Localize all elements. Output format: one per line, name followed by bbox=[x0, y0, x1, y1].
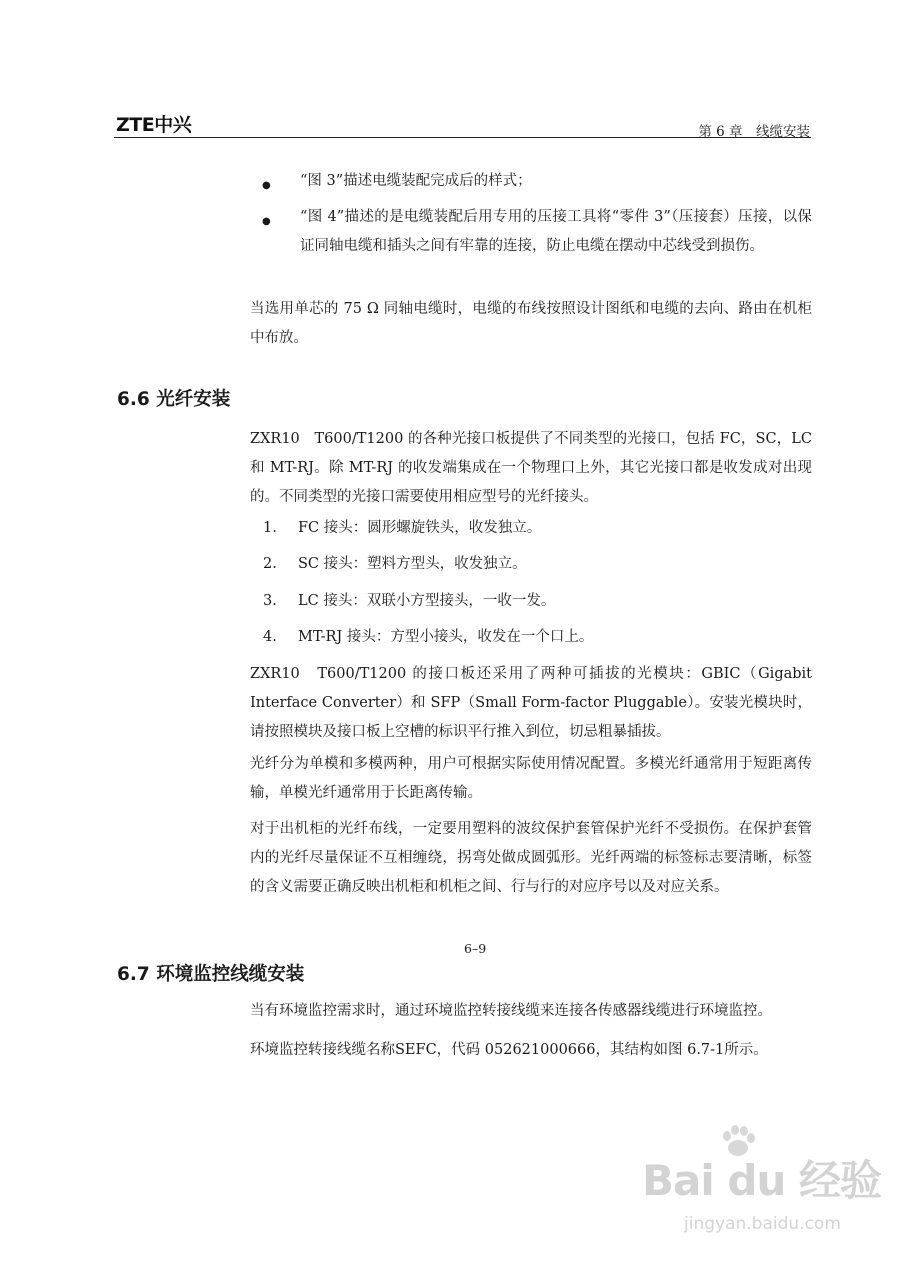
paragraph-fiber-modes: 光纤分为单模和多模两种，用户可根据实际使用情况配置。多模光纤通常用于短距离传输，单模光纤通常用于长距离传输。 bbox=[250, 756, 812, 801]
section-heading-6-6: 6.6 光纤安装 bbox=[117, 389, 231, 410]
paragraph-modules: ZXR10 T600/T1200 的接口板还采用了两种可插拔的光模块：GBIC（Gigabit Interface Converter）和 SFP（Small Form-factor Pluggable）。安装光模块时，请按照模块及接口板上空槽的标识平行推入到位，切忌粗暴插拔。 bbox=[250, 666, 812, 740]
paragraph-fiber-routing: 对于出机柜的光纤布线，一定要用塑料的波纹保护套管保护光纤不受损伤。在保护套管内的光纤尽量保证不互相缠绕，拐弯处做成圆弧形。光纤两端的标签标志要清晰，标签的含义需要正确反映出机柜和机柜之间、行与行的对应序号以及对应关系。 bbox=[250, 821, 812, 895]
paragraph-env-monitor: 当有环境监控需求时，通过环境监控转接线缆来连接各传感器线缆进行环境监控。 bbox=[250, 1003, 772, 1019]
paragraph-coax: 当选用单芯的 75 Ω 同轴电缆时，电缆的布线按照设计图纸和电缆的去向、路由在机柜中布放。 bbox=[250, 301, 812, 346]
list-item-number: 3. bbox=[263, 593, 277, 609]
bullet-icon: ● bbox=[262, 180, 271, 191]
header-divider bbox=[114, 137, 811, 138]
list-item-text: SC 接头：塑料方型头，收发独立。 bbox=[298, 556, 527, 572]
bullet-text-2: “图 4”描述的是电缆装配后用专用的压接工具将“零件 3”（压接套）压接，以保证同轴电缆和插头之间有牢靠的连接，防止电缆在摆动中芯线受到损伤。 bbox=[300, 209, 812, 254]
list-item-number: 2. bbox=[263, 556, 277, 572]
bullet-text-1: “图 3”描述电缆装配完成后的样式； bbox=[300, 173, 532, 189]
chapter-title: 第 6 章 线缆安装 bbox=[698, 124, 810, 140]
list-item-number: 1. bbox=[263, 520, 277, 536]
list-item-text: FC 接头：圆形螺旋铁头，收发独立。 bbox=[298, 520, 542, 536]
zte-logo: ZTE中兴 bbox=[116, 114, 192, 136]
watermark-url: jingyan.baidu.com bbox=[684, 1214, 841, 1234]
page-number: 6–9 bbox=[464, 941, 487, 956]
watermark-logo: Bai du 经验 bbox=[642, 1156, 881, 1205]
list-item-text: LC 接头：双联小方型接头，一收一发。 bbox=[298, 593, 556, 609]
section-heading-6-7: 6.7 环境监控线缆安装 bbox=[117, 964, 305, 985]
paragraph-sefc-cable: 环境监控转接线缆名称SEFC，代码 052621000666，其结构如图 6.7-1所示。 bbox=[250, 1042, 768, 1058]
bullet-icon: ● bbox=[262, 216, 271, 227]
list-item-number: 4. bbox=[263, 629, 277, 645]
list-item-text: MT-RJ 接头：方型小接头，收发在一个口上。 bbox=[298, 629, 594, 645]
paragraph-intro: ZXR10 T600/T1200 的各种光接口板提供了不同类型的光接口，包括 FC，SC，LC 和 MT-RJ。除 MT-RJ 的收发端集成在一个物理口上外，其它光接口都是收发成对出现的。不同类型的光接口需要使用相应型号的光纤接头。 bbox=[250, 431, 812, 505]
